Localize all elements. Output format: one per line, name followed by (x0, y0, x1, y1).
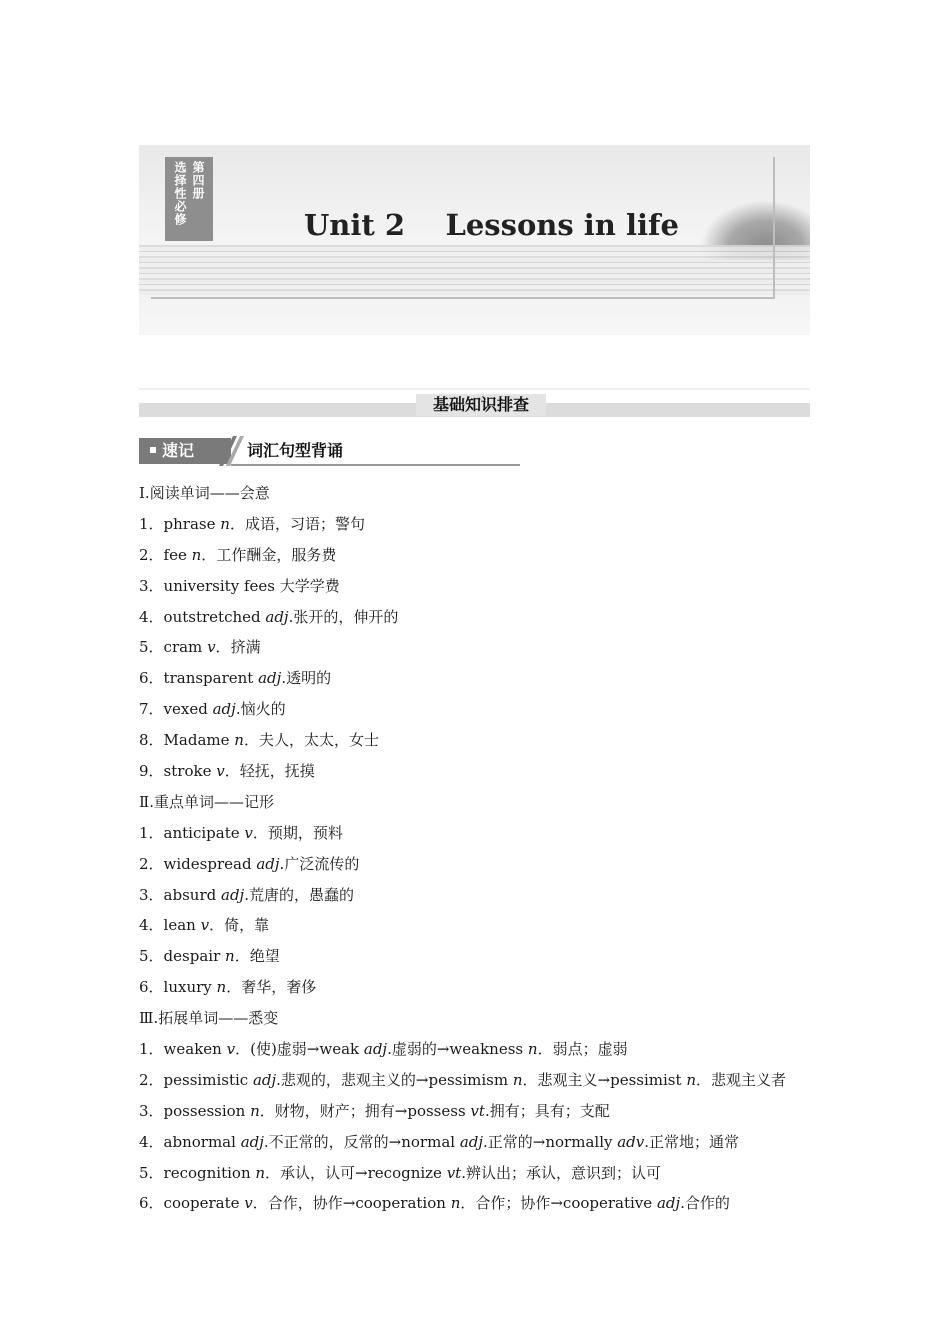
item-number: 1． (139, 823, 164, 842)
part-of-speech: vt (470, 1101, 485, 1120)
part-of-speech: v (226, 1040, 236, 1059)
item-separator: ． (209, 916, 225, 935)
item-number: 2． (139, 854, 164, 873)
part-of-speech: n (450, 1194, 461, 1213)
part-of-speech: vt (446, 1163, 462, 1182)
item-number: 7． (139, 700, 164, 719)
list-item (139, 574, 819, 605)
list-item (139, 1068, 819, 1099)
item-number: 1． (139, 1040, 164, 1059)
item-number: 2． (139, 545, 164, 564)
item-number: 5． (139, 1163, 164, 1182)
sub-label-text: 速记 (162, 441, 195, 460)
item-meaning: 绝望 (249, 947, 280, 966)
part-of-speech: n (216, 978, 227, 997)
item-number: 6． (139, 978, 164, 997)
item-separator: ． (224, 762, 240, 781)
list-item (139, 512, 819, 543)
item-separator: . (235, 700, 241, 719)
item-meaning: 大学学费 (279, 576, 340, 595)
item-number: 9． (139, 762, 164, 781)
item-word: phrase (163, 514, 221, 533)
list-item (139, 1191, 819, 1222)
part-of-speech: n (512, 1070, 523, 1089)
part-of-speech: v (207, 638, 216, 657)
list-item (139, 635, 819, 666)
section-title: 基础知识排查 (416, 394, 546, 416)
item-meaning: 轻抚，抚摸 (239, 762, 315, 781)
item-meaning: 荒唐的，愚蠢的 (248, 885, 354, 904)
item-word: outstretched (163, 607, 266, 626)
item-number: 3． (139, 576, 164, 595)
part-of-speech: v (216, 762, 225, 781)
item-text: .虚弱的→weakness (387, 1040, 528, 1059)
list-item (139, 728, 819, 759)
part-of-speech: n (255, 1163, 266, 1182)
group-heading: Ⅱ.重点单词——记形 (139, 792, 274, 811)
item-number: 8． (139, 731, 164, 750)
part-of-speech: v (200, 916, 210, 935)
list-item (139, 666, 819, 697)
item-number: 6． (139, 669, 164, 688)
item-number: 6． (139, 1194, 164, 1213)
item-word: Madame (163, 731, 235, 750)
item-separator: . (281, 669, 287, 688)
list-item (139, 697, 819, 728)
part-of-speech: adj (256, 854, 280, 873)
item-text: .正常地；通常 (644, 1132, 740, 1151)
part-of-speech: n (527, 1040, 538, 1059)
part-of-speech: adj (240, 1132, 264, 1151)
item-number: 3． (139, 1101, 164, 1120)
item-number: 2． (139, 1070, 164, 1089)
list-item (139, 821, 819, 852)
item-separator: ． (234, 947, 250, 966)
item-text: ．悲观主义→pessimist (522, 1070, 687, 1089)
item-text: .正常的→normally (483, 1132, 618, 1151)
item-word: fee (163, 545, 192, 564)
list-item (139, 852, 819, 883)
book-tag (165, 157, 213, 241)
item-text: .合作的 (680, 1194, 730, 1213)
item-number: 5． (139, 947, 164, 966)
list-item (139, 944, 819, 975)
part-of-speech: adj (363, 1040, 388, 1059)
unit-title: Unit 2 Lessons in life (304, 208, 679, 242)
part-of-speech: adj (265, 607, 289, 626)
list-item (139, 883, 819, 914)
item-meaning: 倚，靠 (224, 916, 270, 935)
item-text: possession (163, 1101, 251, 1120)
item-separator: ． (201, 545, 217, 564)
item-meaning: 成语，习语；警句 (244, 514, 365, 533)
item-word: vexed (163, 700, 213, 719)
item-number: 4． (139, 607, 164, 626)
item-text: .拥有；具有；支配 (484, 1101, 610, 1120)
item-text: pessimistic (163, 1070, 253, 1089)
item-text: ．合作，协作→cooperation (252, 1194, 451, 1213)
sub-title-rule (231, 464, 520, 466)
item-separator: . (288, 607, 294, 626)
part-of-speech: adj (212, 700, 236, 719)
item-text: .辨认出；承认，意识到；认可 (461, 1163, 661, 1182)
group-heading: Ⅲ.拓展单词——悉变 (139, 1009, 279, 1028)
item-word: cram (163, 638, 208, 657)
part-of-speech: v (244, 823, 253, 842)
part-of-speech: adj (459, 1132, 484, 1151)
sub-title: 词汇句型背诵 (247, 441, 344, 460)
item-separator: ． (215, 638, 231, 657)
item-word: university fees (163, 576, 280, 595)
item-text: ．合作；协作→cooperative (460, 1194, 657, 1213)
part-of-speech: adj (258, 669, 282, 688)
item-meaning: 张开的，伸开的 (293, 607, 399, 626)
item-text: ．悲观主义者 (695, 1070, 786, 1089)
part-of-speech: n (225, 947, 235, 966)
item-meaning: 奢华，奢侈 (241, 978, 317, 997)
item-meaning: 广泛流传的 (284, 854, 360, 873)
item-number: 4． (139, 916, 164, 935)
item-number: 3． (139, 885, 164, 904)
group-heading: Ⅰ.阅读单词——会意 (139, 484, 270, 502)
item-meaning: 透明的 (286, 669, 332, 688)
part-of-speech: adj (656, 1194, 681, 1213)
item-number: 5． (139, 638, 164, 657)
list-item (139, 1130, 819, 1161)
item-word: widespread (163, 854, 257, 873)
item-word: luxury (163, 978, 217, 997)
item-text: .悲观的，悲观主义的→pessimism (276, 1070, 513, 1089)
item-separator: . (279, 854, 285, 873)
list-item (139, 975, 819, 1006)
item-text: .不正常的，反常的→normal (263, 1132, 460, 1151)
item-text: abnormal (163, 1132, 241, 1151)
list-item (139, 913, 819, 944)
part-of-speech: n (234, 731, 244, 750)
list-item (139, 1161, 819, 1192)
item-word: stroke (163, 762, 217, 781)
item-word: transparent (163, 669, 259, 688)
item-word: lean (163, 916, 201, 935)
vocab-list (139, 481, 819, 1222)
list-item (139, 605, 819, 636)
part-of-speech: n (250, 1101, 260, 1120)
item-separator: ． (252, 823, 268, 842)
item-text: ．(使)虚弱→weak (235, 1040, 364, 1059)
list-item (139, 543, 819, 574)
item-meaning: 工作酬金，服务费 (216, 545, 337, 564)
part-of-speech: n (191, 545, 202, 564)
item-separator: ． (229, 514, 245, 533)
item-separator: . (244, 885, 249, 904)
item-separator: ． (226, 978, 242, 997)
item-text: ．弱点；虚弱 (537, 1040, 628, 1059)
part-of-speech: adj (252, 1070, 277, 1089)
part-of-speech: adj (221, 885, 245, 904)
section-rule-top (139, 388, 810, 390)
item-text: ．财物，财产；拥有→possess (259, 1101, 471, 1120)
list-item (139, 759, 819, 790)
item-meaning: 夫人，太太，女士 (258, 731, 379, 750)
item-text: cooperate (163, 1194, 245, 1213)
book-tag-course: 选择性必修 (173, 161, 187, 226)
list-item (139, 1037, 819, 1068)
part-of-speech: v (244, 1194, 253, 1213)
square-bullet-icon (150, 447, 156, 453)
item-number: 1． (139, 514, 164, 533)
list-item (139, 1099, 819, 1130)
sub-label (139, 438, 231, 464)
item-text: ．承认，认可→recognize (265, 1163, 447, 1182)
book-tag-volume: 第四册 (191, 161, 205, 200)
item-separator: ． (243, 731, 259, 750)
part-of-speech: n (686, 1070, 696, 1089)
item-word: absurd (163, 885, 221, 904)
item-meaning: 预期，预料 (267, 823, 343, 842)
item-meaning: 挤满 (230, 638, 261, 657)
item-text: weaken (163, 1040, 227, 1059)
part-of-speech: n (220, 514, 230, 533)
item-text: recognition (163, 1163, 256, 1182)
item-word: anticipate (163, 823, 245, 842)
part-of-speech: adv (617, 1132, 645, 1151)
item-number: 4． (139, 1132, 164, 1151)
item-word: despair (163, 947, 226, 966)
item-meaning: 恼火的 (240, 700, 286, 719)
